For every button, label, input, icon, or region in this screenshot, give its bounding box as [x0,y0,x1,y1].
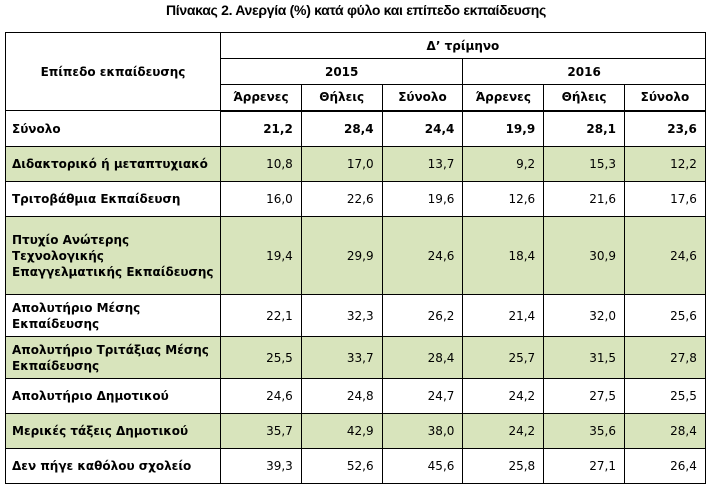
sub-header-female-2015: Θήλεις [301,85,382,111]
row-label: Πτυχίο Ανώτερης Τεχνολογικής Επαγγελματικής Εκπαίδευσης [6,217,221,295]
cell-value: 31,5 [544,337,625,379]
row-label: Δεν πήγε καθόλου σχολείο [6,449,221,484]
cell-value: 52,6 [301,449,382,484]
table-row [6,111,706,147]
cell-value: 15,3 [544,147,625,182]
cell-value: 13,7 [382,147,463,182]
row-label: Απολυτήριο Τριτάξιας Μέσης Εκπαίδευσης [6,337,221,379]
unemployment-table [5,32,706,484]
cell-value: 24,2 [463,414,544,449]
cell-value: 16,0 [221,182,302,217]
sub-header-total-2015: Σύνολο [382,85,463,111]
row-label: Τριτοβάθμια Εκπαίδευση [6,182,221,217]
cell-value: 26,2 [382,295,463,337]
cell-value: 42,9 [301,414,382,449]
table-row [6,414,706,449]
cell-value: 29,9 [301,217,382,295]
cell-value: 30,9 [544,217,625,295]
cell-value: 32,0 [544,295,625,337]
cell-value: 28,4 [301,111,382,147]
cell-value: 24,4 [382,111,463,147]
cell-value: 24,6 [624,217,705,295]
cell-value: 39,3 [221,449,302,484]
cell-value: 24,6 [221,379,302,414]
table-row [6,217,706,295]
cell-value: 27,5 [544,379,625,414]
cell-value: 21,6 [544,182,625,217]
cell-value: 24,8 [301,379,382,414]
year-header-2015: 2015 [221,59,463,85]
row-label: Μερικές τάξεις Δημοτικού [6,414,221,449]
year-header-2016: 2016 [463,59,705,85]
cell-value: 24,7 [382,379,463,414]
row-label: Σύνολο [6,111,221,147]
cell-value: 12,6 [463,182,544,217]
cell-value: 25,5 [221,337,302,379]
cell-value: 28,4 [624,414,705,449]
cell-value: 9,2 [463,147,544,182]
cell-value: 17,0 [301,147,382,182]
row-label: Απολυτήριο Δημοτικού [6,379,221,414]
cell-value: 18,4 [463,217,544,295]
cell-value: 25,7 [463,337,544,379]
cell-value: 22,6 [301,182,382,217]
cell-value: 21,4 [463,295,544,337]
table-row [6,295,706,337]
cell-value: 19,6 [382,182,463,217]
cell-value: 24,2 [463,379,544,414]
cell-value: 12,2 [624,147,705,182]
cell-value: 23,6 [624,111,705,147]
cell-value: 24,6 [382,217,463,295]
cell-value: 17,6 [624,182,705,217]
cell-value: 22,1 [221,295,302,337]
cell-value: 10,8 [221,147,302,182]
cell-value: 38,0 [382,414,463,449]
row-label: Απολυτήριο Μέσης Εκπαίδευσης [6,295,221,337]
cell-value: 25,5 [624,379,705,414]
sub-header-total-2016: Σύνολο [624,85,705,111]
cell-value: 32,3 [301,295,382,337]
cell-value: 25,8 [463,449,544,484]
cell-value: 26,4 [624,449,705,484]
cell-value: 27,1 [544,449,625,484]
table-row [6,147,706,182]
cell-value: 19,4 [221,217,302,295]
table-row [6,379,706,414]
table-row [6,449,706,484]
cell-value: 28,4 [382,337,463,379]
cell-value: 28,1 [544,111,625,147]
sub-header-female-2016: Θήλεις [544,85,625,111]
cell-value: 35,7 [221,414,302,449]
cell-value: 27,8 [624,337,705,379]
cell-value: 33,7 [301,337,382,379]
table-row [6,337,706,379]
cell-value: 45,6 [382,449,463,484]
row-label: Διδακτορικό ή μεταπτυχιακό [6,147,221,182]
sub-header-male-2015: Άρρενες [221,85,302,111]
table-title: Πίνακας 2. Ανεργία (%) κατά φύλο και επίπεδο εκπαίδευσης [165,2,547,18]
cell-value: 25,6 [624,295,705,337]
cell-value: 21,2 [221,111,302,147]
cell-value: 19,9 [463,111,544,147]
quarter-header: Δ’ τρίμηνο [221,33,706,59]
table-row [6,182,706,217]
cell-value: 35,6 [544,414,625,449]
row-label-header: Επίπεδο εκπαίδευσης [6,33,221,111]
sub-header-male-2016: Άρρενες [463,85,544,111]
